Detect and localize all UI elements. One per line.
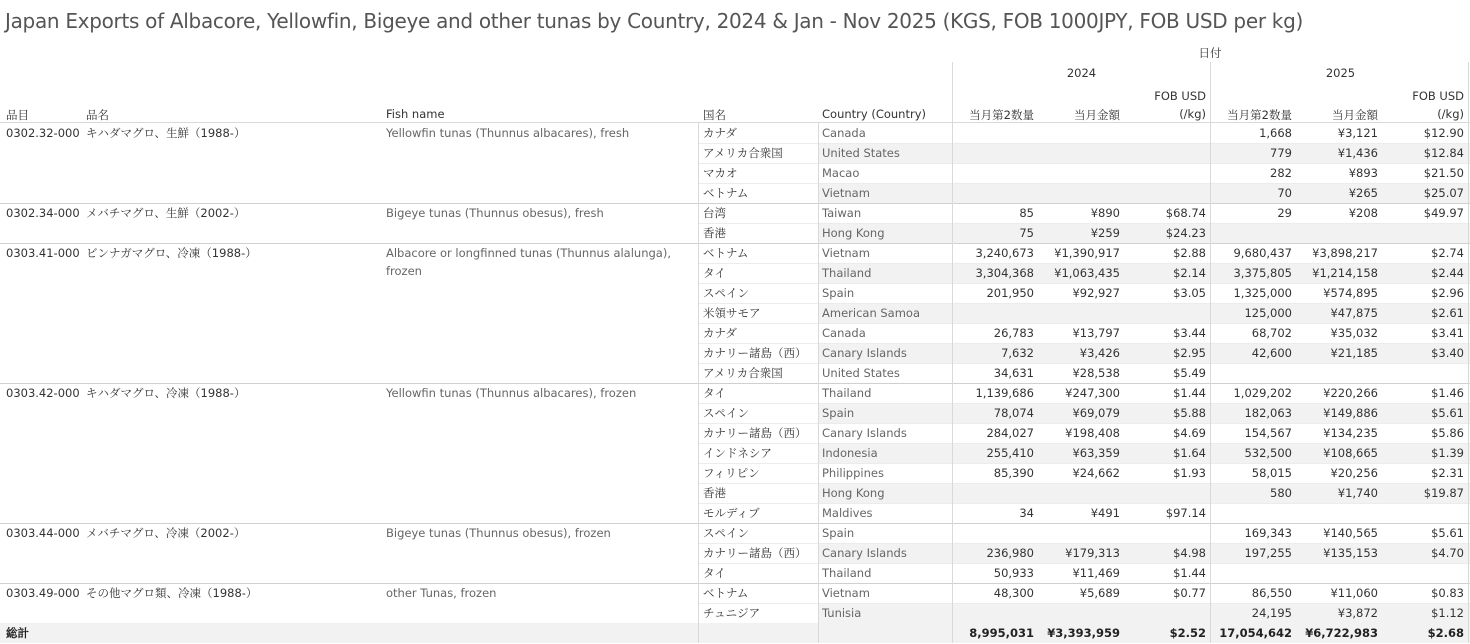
amount-2025-cell: ¥574,895 — [1323, 286, 1378, 300]
qty-2024-cell: 7,632 — [1001, 346, 1034, 360]
group-labels — [0, 383, 1470, 523]
qty-2025-cell: 532,500 — [1244, 446, 1292, 460]
usd-2024-cell: $3.44 — [1173, 326, 1206, 340]
country-en-cell: Spain — [822, 526, 855, 540]
usd-2024-cell: $2.88 — [1173, 246, 1206, 260]
qty-2024-cell: 3,304,368 — [975, 266, 1034, 280]
qty-2024-cell: 284,027 — [986, 426, 1034, 440]
amount-2024-cell: ¥63,359 — [1072, 446, 1120, 460]
country-jp-cell: インドネシア — [703, 446, 772, 460]
qty-2024-cell: 75 — [1019, 226, 1034, 240]
country-en-cell: Thailand — [822, 566, 872, 580]
total-usd-2024: $2.52 — [1169, 626, 1206, 640]
country-en-divider — [818, 123, 819, 643]
fish-name-cell: Yellowfin tunas (Thunnus albacares), fresh — [386, 126, 630, 140]
country-jp-cell: ベトナム — [703, 246, 749, 260]
item-code-cell: 0303.44-000 — [6, 526, 80, 540]
usd-2025-cell: $49.97 — [1423, 206, 1464, 220]
country-jp-cell: マカオ — [703, 166, 738, 180]
divider-2024-left — [952, 123, 953, 643]
qty-2025-cell: 24,195 — [1251, 606, 1292, 620]
country-jp-cell: カナダ — [703, 326, 737, 340]
group-labels — [0, 123, 1470, 203]
amount-2024-cell: ¥259 — [1090, 226, 1120, 240]
usd-2025-cell: $2.44 — [1431, 266, 1464, 280]
amount-2025-cell: ¥220,266 — [1323, 386, 1378, 400]
usd-2025-cell: $25.07 — [1423, 186, 1464, 200]
qty-2025-cell: 125,000 — [1244, 306, 1292, 320]
qty-2025-cell: 29 — [1277, 206, 1292, 220]
group-labels — [0, 583, 1470, 623]
amount-2024-cell: ¥11,469 — [1072, 566, 1120, 580]
country-jp-cell: ベトナム — [703, 586, 749, 600]
qty-2025-cell: 3,375,805 — [1233, 266, 1292, 280]
usd-2025-cell: $1.39 — [1431, 446, 1464, 460]
qty-2024-header: 当月第2数量 — [969, 108, 1034, 122]
qty-2024-cell: 201,950 — [986, 286, 1034, 300]
header-divider-year — [1210, 62, 1211, 124]
amount-2025-cell: ¥108,665 — [1323, 446, 1378, 460]
country-jp-cell: タイ — [703, 266, 726, 280]
item-name-jp-cell: キハダマグロ、冷凍（1988-） — [86, 386, 246, 400]
qty-2024-cell: 85 — [1019, 206, 1034, 220]
qty-2024-cell: 85,390 — [993, 466, 1034, 480]
amount-2024-cell: ¥92,927 — [1072, 286, 1120, 300]
amount-2025-cell: ¥134,235 — [1323, 426, 1378, 440]
total-qty-2024: 8,995,031 — [969, 626, 1034, 640]
qty-2024-cell: 1,139,686 — [975, 386, 1034, 400]
qty-2025-cell: 197,255 — [1244, 546, 1292, 560]
country-en-cell: United States — [822, 146, 900, 160]
amount-2024-cell: ¥1,063,435 — [1054, 266, 1120, 280]
qty-2025-cell: 1,029,202 — [1233, 386, 1292, 400]
qty-2024-cell: 78,074 — [993, 406, 1034, 420]
usd-2025-cell: $2.31 — [1431, 466, 1464, 480]
country-en-cell: Vietnam — [822, 186, 870, 200]
country-jp-cell: カナリー諸島（西） — [703, 426, 807, 440]
qty-2025-cell: 86,550 — [1251, 586, 1292, 600]
country-jp-cell: アメリカ合衆国 — [703, 366, 783, 380]
country-jp-cell: タイ — [703, 566, 726, 580]
country-en-cell: Hong Kong — [822, 226, 885, 240]
qty-2024-cell: 48,300 — [993, 586, 1034, 600]
total-row — [0, 623, 1470, 643]
qty-2025-cell: 9,680,437 — [1233, 246, 1292, 260]
country-jp-cell: フィリピン — [703, 466, 760, 480]
usd-2024-cell: $1.44 — [1173, 386, 1206, 400]
usd-2025-cell: $5.86 — [1431, 426, 1464, 440]
country-jp-cell: チュニジア — [703, 606, 761, 620]
country-jp-cell: 米領サモア — [703, 306, 761, 320]
amount-2024-cell: ¥13,797 — [1072, 326, 1120, 340]
country-en-cell: Taiwan — [822, 206, 862, 220]
country-jp-cell: カナリー諸島（西） — [703, 546, 807, 560]
amount-2025-cell: ¥21,185 — [1330, 346, 1378, 360]
country-en-cell: Thailand — [822, 266, 872, 280]
country-en-cell: Canary Islands — [822, 346, 907, 360]
amount-2024-cell: ¥28,538 — [1072, 366, 1120, 380]
usd-2024-cell: $5.49 — [1173, 366, 1206, 380]
divider-year — [1210, 123, 1211, 643]
usd-2025-cell: $19.87 — [1423, 486, 1464, 500]
fish-name-cell: Albacore or longfinned tunas (Thunnus alalunga), frozen — [386, 246, 671, 278]
amount-2024-header: 当月金額 — [1074, 108, 1120, 122]
qty-2024-cell: 3,240,673 — [975, 246, 1034, 260]
usd-2025-cell: $12.90 — [1423, 126, 1464, 140]
usd-2025-cell: $5.61 — [1431, 406, 1464, 420]
qty-2025-cell: 68,702 — [1251, 326, 1292, 340]
qty-2025-cell: 154,567 — [1244, 426, 1292, 440]
item-code-cell: 0302.34-000 — [6, 206, 80, 220]
qty-2025-cell: 70 — [1277, 186, 1292, 200]
item-code-cell: 0302.32-000 — [6, 126, 80, 140]
amount-2025-cell: ¥35,032 — [1330, 326, 1378, 340]
usd-2025-cell: $2.96 — [1431, 286, 1464, 300]
amount-2025-cell: ¥3,898,217 — [1312, 246, 1378, 260]
usd-2024-cell: $68.74 — [1165, 206, 1206, 220]
item-code-header: 品目 — [6, 108, 29, 122]
amount-2024-cell: ¥1,390,917 — [1054, 246, 1120, 260]
country-jp-cell: ベトナム — [703, 186, 749, 200]
amount-2025-cell: ¥149,886 — [1323, 406, 1378, 420]
qty-2024-cell: 26,783 — [993, 326, 1034, 340]
amount-2025-cell: ¥1,740 — [1337, 486, 1378, 500]
usd-2025-cell: $0.83 — [1431, 586, 1464, 600]
qty-2025-cell: 58,015 — [1251, 466, 1292, 480]
country-en-cell: American Samoa — [822, 306, 921, 320]
group-labels — [0, 243, 1470, 383]
item-code-cell: 0303.41-000 — [6, 246, 80, 260]
country-en-cell: Canary Islands — [822, 426, 907, 440]
usd-2025-header-line1: FOB USD — [1412, 89, 1464, 103]
country-jp-cell: カナリー諸島（西） — [703, 346, 807, 360]
country-en-cell: Maldives — [822, 506, 873, 520]
country-jp-cell: スペイン — [703, 526, 749, 540]
amount-2025-cell: ¥140,565 — [1323, 526, 1378, 540]
qty-2024-cell: 34 — [1019, 506, 1034, 520]
total-amount-2024: ¥3,393,959 — [1047, 626, 1120, 640]
country-en-cell: Philippines — [822, 466, 884, 480]
fish-name-header: Fish name — [386, 107, 445, 121]
qty-2025-cell: 779 — [1270, 146, 1292, 160]
amount-2025-cell: ¥47,875 — [1330, 306, 1378, 320]
total-qty-2025: 17,054,642 — [1219, 626, 1292, 640]
group-labels — [0, 523, 1470, 583]
amount-2025-cell: ¥208 — [1348, 206, 1378, 220]
country-divider — [698, 123, 699, 643]
usd-2024-cell: $2.14 — [1173, 266, 1206, 280]
usd-2024-cell: $3.05 — [1173, 286, 1206, 300]
amount-2025-cell: ¥265 — [1348, 186, 1378, 200]
usd-2024-header-line1: FOB USD — [1154, 89, 1206, 103]
country-en-cell: Spain — [822, 406, 855, 420]
country-en-cell: Canada — [822, 326, 866, 340]
qty-2025-cell: 169,343 — [1244, 526, 1292, 540]
amount-2024-cell: ¥247,300 — [1065, 386, 1120, 400]
usd-2025-cell: $5.61 — [1431, 526, 1464, 540]
qty-2025-cell: 42,600 — [1251, 346, 1292, 360]
usd-2025-header-line2: (/kg) — [1437, 107, 1464, 121]
country-en-header: Country (Country) — [822, 107, 926, 121]
item-code-cell: 0303.42-000 — [6, 386, 80, 400]
usd-2024-cell: $0.77 — [1173, 586, 1206, 600]
amount-2025-cell: ¥1,436 — [1337, 146, 1378, 160]
qty-2024-cell: 34,631 — [993, 366, 1034, 380]
date-group-header: 日付 — [1198, 46, 1222, 60]
country-en-cell: Spain — [822, 286, 855, 300]
amount-2025-cell: ¥3,872 — [1337, 606, 1378, 620]
usd-2024-header-line2: (/kg) — [1179, 107, 1206, 121]
fish-name-cell: Bigeye tunas (Thunnus obesus), fresh — [386, 206, 604, 220]
amount-2024-cell: ¥5,689 — [1079, 586, 1120, 600]
qty-2025-cell: 580 — [1270, 486, 1292, 500]
usd-2024-cell: $97.14 — [1165, 506, 1206, 520]
usd-2024-cell: $1.44 — [1173, 566, 1206, 580]
chart-title: Japan Exports of Albacore, Yellowfin, Bigeye and other tunas by Country, 2024 & Jan - Nov 2025 (KGS, FOB 1000JPY, FOB USD per kg) — [5, 9, 1303, 33]
item-name-jp-cell: メバチマグロ、冷凍（2002-） — [86, 526, 246, 540]
country-en-cell: Indonesia — [822, 446, 878, 460]
qty-2025-header: 当月第2数量 — [1227, 108, 1292, 122]
usd-2025-cell: $2.74 — [1431, 246, 1464, 260]
country-en-cell: Vietnam — [822, 586, 870, 600]
country-jp-cell: モルディブ — [703, 506, 760, 520]
usd-2024-cell: $1.64 — [1173, 446, 1206, 460]
country-en-cell: Tunisia — [822, 606, 862, 620]
usd-2024-cell: $2.95 — [1173, 346, 1206, 360]
country-jp-cell: アメリカ合衆国 — [703, 146, 783, 160]
item-name-jp-cell: キハダマグロ、生鮮（1988-） — [86, 126, 246, 140]
amount-2024-cell: ¥24,662 — [1072, 466, 1120, 480]
amount-2025-header: 当月金額 — [1332, 108, 1378, 122]
country-en-cell: Canada — [822, 126, 866, 140]
usd-2024-cell: $5.88 — [1173, 406, 1206, 420]
country-jp-header: 国名 — [703, 108, 726, 122]
fish-name-cell: Yellowfin tunas (Thunnus albacares), frozen — [386, 386, 637, 400]
country-en-cell: Macao — [822, 166, 860, 180]
item-name-jp-cell: メバチマグロ、生鮮（2002-） — [86, 206, 246, 220]
usd-2024-cell: $1.93 — [1173, 466, 1206, 480]
amount-2024-cell: ¥179,313 — [1065, 546, 1120, 560]
qty-2025-cell: 1,325,000 — [1233, 286, 1292, 300]
qty-2024-cell: 255,410 — [986, 446, 1034, 460]
amount-2025-cell: ¥20,256 — [1330, 466, 1378, 480]
amount-2024-cell: ¥890 — [1090, 206, 1120, 220]
usd-2025-cell: $1.46 — [1431, 386, 1464, 400]
country-en-cell: Hong Kong — [822, 486, 885, 500]
header-divider-2024-left — [952, 62, 953, 124]
country-en-cell: Canary Islands — [822, 546, 907, 560]
amount-2025-cell: ¥11,060 — [1330, 586, 1378, 600]
country-jp-cell: カナダ — [703, 126, 737, 140]
item-name-header: 品名 — [86, 108, 109, 122]
fish-name-cell: Bigeye tunas (Thunnus obesus), frozen — [386, 526, 611, 540]
country-jp-cell: 台湾 — [703, 206, 726, 220]
country-en-cell: Vietnam — [822, 246, 870, 260]
amount-2025-cell: ¥1,214,158 — [1312, 266, 1378, 280]
amount-2025-cell: ¥3,121 — [1337, 126, 1378, 140]
usd-2025-cell: $3.40 — [1431, 346, 1464, 360]
qty-2025-cell: 1,668 — [1259, 126, 1292, 140]
country-jp-cell: スペイン — [703, 406, 749, 420]
usd-2025-cell: $12.84 — [1423, 146, 1464, 160]
amount-2025-cell: ¥893 — [1348, 166, 1378, 180]
item-name-jp-cell: ビンナガマグロ、冷凍（1988-） — [86, 246, 257, 260]
usd-2025-cell: $2.61 — [1431, 306, 1464, 320]
amount-2024-cell: ¥69,079 — [1072, 406, 1120, 420]
fish-name-cell: other Tunas, frozen — [386, 586, 497, 600]
qty-2025-cell: 282 — [1270, 166, 1292, 180]
usd-2025-cell: $1.12 — [1431, 606, 1464, 620]
usd-2025-cell: $4.70 — [1431, 546, 1464, 560]
usd-2025-cell: $21.50 — [1423, 166, 1464, 180]
qty-2024-cell: 50,933 — [993, 566, 1034, 580]
usd-2025-cell: $3.41 — [1431, 326, 1464, 340]
qty-2024-cell: 236,980 — [986, 546, 1034, 560]
year-2025-header: 2025 — [1325, 66, 1356, 80]
item-code-cell: 0303.49-000 — [6, 586, 80, 600]
country-en-cell: Thailand — [822, 386, 872, 400]
amount-2024-cell: ¥3,426 — [1079, 346, 1120, 360]
country-jp-cell: タイ — [703, 386, 726, 400]
header-divider-right — [1468, 62, 1469, 124]
usd-2024-cell: $4.98 — [1173, 546, 1206, 560]
usd-2024-cell: $24.23 — [1165, 226, 1206, 240]
divider-right — [1468, 123, 1469, 643]
total-label: 総計 — [6, 626, 29, 640]
qty-2025-cell: 182,063 — [1244, 406, 1292, 420]
group-labels — [0, 203, 1470, 243]
total-amount-2025: ¥6,722,983 — [1305, 626, 1378, 640]
usd-2024-cell: $4.69 — [1173, 426, 1206, 440]
country-jp-cell: 香港 — [703, 486, 726, 500]
amount-2025-cell: ¥135,153 — [1323, 546, 1378, 560]
amount-2024-cell: ¥491 — [1090, 506, 1120, 520]
total-usd-2025: $2.68 — [1427, 626, 1464, 640]
country-jp-cell: スペイン — [703, 286, 749, 300]
item-name-jp-cell: その他マグロ類、冷凍（1988-） — [86, 586, 258, 600]
country-en-cell: United States — [822, 366, 900, 380]
year-2024-header: 2024 — [1066, 66, 1097, 80]
amount-2024-cell: ¥198,408 — [1065, 426, 1120, 440]
country-jp-cell: 香港 — [703, 226, 726, 240]
